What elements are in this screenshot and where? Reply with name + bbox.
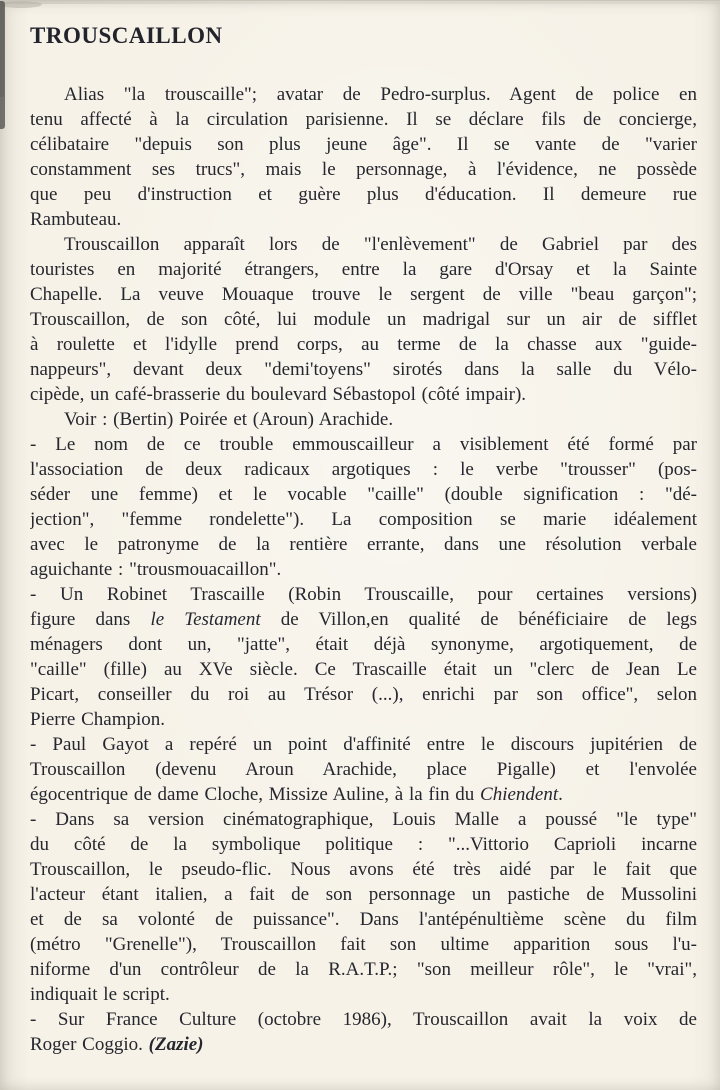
paragraph bbox=[30, 407, 697, 432]
paragraph bbox=[30, 732, 697, 807]
text-line: - Paul Gayot a repéré un point d'affinité entre le discours jupitérien de bbox=[30, 734, 697, 755]
paragraph bbox=[30, 807, 697, 1007]
text-line: l'association de deux radicaux argotiques : le verbe "trousser" (pos- bbox=[30, 459, 697, 480]
scan-edge-mark bbox=[0, 1, 5, 129]
text-line: (métro "Grenelle"), Trouscaillon fait son ultime apparition sous l'u- bbox=[30, 934, 697, 955]
text-line: du côté de la symbolique politique : "...Vittorio Caprioli incarne bbox=[30, 834, 697, 855]
page-content bbox=[30, 23, 697, 1057]
text-line: niforme d'un contrôleur de la R.A.T.P.; "son meilleur rôle", le "vrai", bbox=[30, 959, 697, 980]
text-line: Trouscaillon, le pseudo-flic. Nous avons été très aidé par le fait que bbox=[30, 859, 697, 880]
text-line: à roulette et l'idylle prend corps, au terme de la chasse aux "guide- bbox=[30, 334, 697, 355]
text-line: Roger Coggio. (Zazie) bbox=[30, 1034, 204, 1055]
text-line: Rambuteau. bbox=[30, 209, 122, 230]
entry-title: TROUSCAILLON bbox=[30, 23, 223, 48]
text-line: constamment ses trucs", mais le personnage, à l'évidence, ne possède bbox=[30, 159, 697, 180]
text-line: touristes en majorité étrangers, entre la gare d'Orsay et la Sainte bbox=[30, 259, 697, 280]
text-line: - Un Robinet Trascaille (Robin Trouscaille, pour certaines versions) bbox=[30, 584, 697, 605]
scan-smudge bbox=[0, 1, 42, 8]
paragraph bbox=[30, 582, 697, 732]
text-line: nappeurs", devant deux "demi'toyens" sirotés dans la salle du Vélo- bbox=[30, 359, 697, 380]
text-line: Pierre Champion. bbox=[30, 709, 166, 730]
text-line: "caille" (fille) au XVe siècle. Ce Trascaille était un "clerc de Jean Le bbox=[30, 659, 697, 680]
text-line: indiquait le script. bbox=[30, 984, 170, 1005]
text-line: ménagers dont un, "jatte", était déjà synonyme, argotiquement, de bbox=[30, 634, 697, 655]
text-line: tenu affecté à la circulation parisienne. Il se déclare fils de concierge, bbox=[30, 109, 697, 130]
text-line: Trouscaillon (devenu Aroun Arachide, place Pigalle) et l'envolée bbox=[30, 759, 697, 780]
scan-edge-mark bbox=[0, 1, 3, 23]
text-line: célibataire "depuis son plus jeune âge". Il se vante de "varier bbox=[30, 134, 697, 155]
text-line: Alias "la trouscaille"; avatar de Pedro-surplus. Agent de police en bbox=[64, 84, 697, 105]
text-line: Chapelle. La veuve Mouaque trouve le sergent de ville "beau garçon"; bbox=[30, 284, 697, 305]
scan-edge-mark bbox=[0, 1, 4, 97]
paragraph bbox=[30, 232, 697, 407]
scan-edge-mark bbox=[0, 1, 3, 51]
text-line: Voir : (Bertin) Poirée et (Aroun) Arachide. bbox=[64, 409, 394, 430]
text-line: aguichante : "trousmouacaillon". bbox=[30, 559, 282, 580]
text-line: avec le patronyme de la rentière errante, dans une résolution verbale bbox=[30, 534, 697, 555]
scan-edge-shadow bbox=[0, 1, 720, 4]
text-line: égocentrique de dame Cloche, Missize Auline, à la fin du Chiendent. bbox=[30, 784, 563, 805]
text-line: jection", "femme rondelette"). La composition se marie idéalement bbox=[30, 509, 697, 530]
entry-body bbox=[30, 82, 697, 1057]
text-line: et de sa volonté de puissance". Dans l'antépénultième scène du film bbox=[30, 909, 697, 930]
text-line: que peu d'instruction et guère plus d'éducation. Il demeure rue bbox=[30, 184, 697, 205]
text-line: séder une femme) et le vocable "caille" (double signification : "dé- bbox=[30, 484, 697, 505]
text-line: l'acteur étant italien, a fait de son personnage un pastiche de Mussolini bbox=[30, 884, 697, 905]
text-line: - Sur France Culture (octobre 1986), Trouscaillon avait la voix de bbox=[30, 1009, 697, 1030]
paragraph bbox=[30, 1007, 697, 1057]
text-line: Picart, conseiller du roi au Trésor (...), enrichi par son office", selon bbox=[30, 684, 697, 705]
paragraph bbox=[30, 82, 697, 232]
text-line: Trouscaillon, de son côté, lui module un madrigal sur un air de sifflet bbox=[30, 309, 697, 330]
text-line: - Le nom de ce trouble emmouscailleur a visiblement été formé par bbox=[30, 434, 697, 455]
paragraph bbox=[30, 432, 697, 582]
text-line: cipède, un café-brasserie du boulevard Sébastopol (côté impair). bbox=[30, 384, 527, 405]
text-line: - Dans sa version cinématographique, Louis Malle a poussé "le type" bbox=[30, 809, 697, 830]
text-line: figure dans le Testament de Villon,en qualité de bénéficiaire de legs bbox=[30, 609, 697, 630]
text-line: Trouscaillon apparaît lors de "l'enlèvement" de Gabriel par des bbox=[64, 234, 697, 255]
